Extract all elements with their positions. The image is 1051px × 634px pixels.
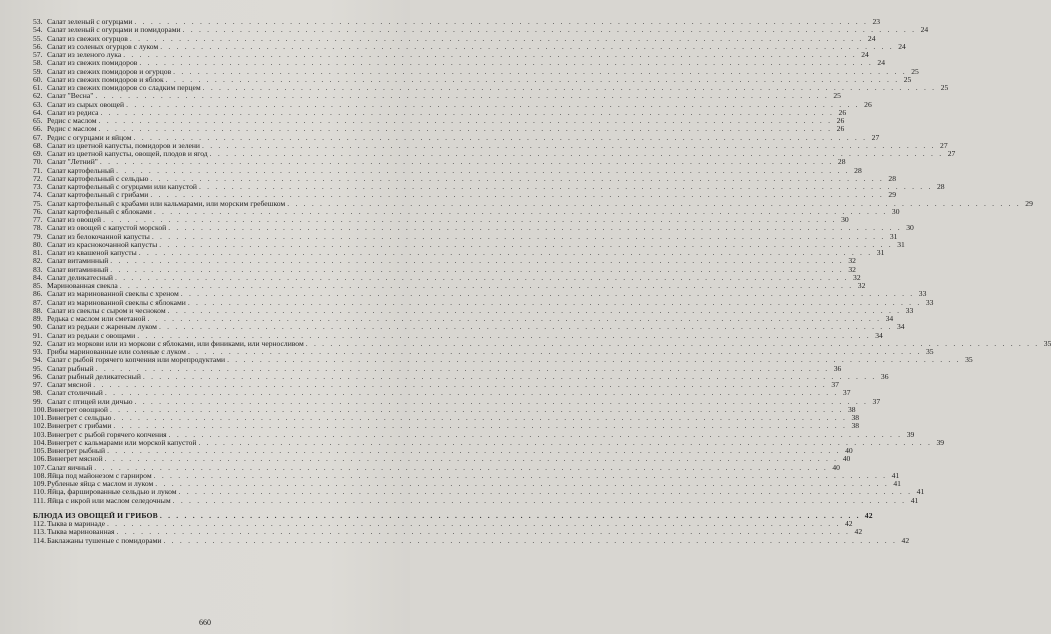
entry-number: 100. [33,404,47,414]
leader-dots: . . . . . . . . . . . . . . . . . . . . . . . . . . . . . . . . . . . . . . . . . . . . . . . . . . . . . . . . . . . . . . . . . . . . . . . . . . . . . . . . . . . . . . . . . . [113,413,848,422]
leader-dots: . . . . . . . . . . . . . . . . . . . . . . . . . . . . . . . . . . . . . . . . . . . . . . . . . . . . . . . . . . . . . . . . . . . . . . . . . . . . . . . . . . . . . . . . . . [287,198,1021,208]
entry-title: Винегрет мясной [47,454,103,464]
entry-title: Салат столичный [47,388,103,398]
leader-dots: . . . . . . . . . . . . . . . . . . . . . . . . . . . . . . . . . . . . . . . . . . . . . . . . . . . . . . . . . . . . . . . . . . . . . . . . . . . . . . . . . . . . . . . . . . [95,91,829,101]
entry-page: 31 [876,248,885,257]
entry-number: 87. [33,297,43,307]
entry-title: Яйца под майонезом с гарниром [47,470,152,480]
entry-title: Салат "Весна" [47,91,94,101]
entry-page: 31 [889,231,898,241]
entry-page: 34 [875,330,883,340]
leader-dots: . . . . . . . . . . . . . . . . . . . . . . . . . . . . . . . . . . . . . . . . . . . . . . . . . . . . . . . . . . . . . . . . . . . . . . . . . . . . . . . . . . . . . . . . . . [187,297,922,307]
leader-dots: . . . . . . . . . . . . . . . . . . . . . . . . . . . . . . . . . . . . . . . . . . . . . . . . . . . . . . . . . . . . . . . . . . . . . . . . . . . . . . . . . . . . . . . . . . [153,470,888,480]
entry-number: 114. [33,535,47,545]
entry-number: 101. [33,413,47,422]
leader-dots: . . . . . . . . . . . . . . . . . . . . . . . . . . . . . . . . . . . . . . . . . . . . . . . . . . . . . . . . . . . . . . . . . . . . . . . . . . . . . . . . . . . . . . . . . . [134,396,869,406]
entry-page: 26 [838,107,847,117]
entry-page: 27 [947,149,956,158]
leader-dots: . . . . . . . . . . . . . . . . . . . . . . . . . . . . . . . . . . . . . . . . . . . . . . . . . . . . . . . . . . . . . . . . . . . . . . . . . . . . . . . . . . . . . . . . . . [116,165,850,175]
leader-dots: . . . . . . . . . . . . . . . . . . . . . . . . . . . . . . . . . . . . . . . . . . . . . . . . . . . . . . . . . . . . . . . . . . . . . . . . . . . . . . . . . . . . . . . . . . [159,239,893,249]
entry-page: 33 [918,289,927,299]
leader-dots: . . . . . . . . . . . . . . . . . . . . . . . . . . . . . . . . . . . . . . . . . . . . . . . . . . . . . . . . . . . . . . . . . . . . . . . . . . . . . . . . . . . . . . . . . . [187,347,922,356]
entry-title: Редис с маслом [47,116,97,125]
entry-page: 34 [885,314,894,323]
entry-number: 88. [33,305,43,315]
entry-page: 36 [880,371,889,381]
entry-number: 91. [33,330,43,340]
entry-title: Салат из редьки с овощами [47,330,136,340]
leader-dots: . . . . . . . . . . . . . . . . . . . . . . . . . . . . . . . . . . . . . . . . . . . . . . . . . . . . . . . . . . . . . . . . . . . . . . . . . . . . . . . . . . . . . . . . . . [123,50,857,59]
entry-title: Тыква маринованная [47,527,115,537]
leader-dots: . . . . . . . . . . . . . . . . . . . . . . . . . . . . . . . . . . . . . . . . . . . . . . . . . . . . . . . . . . . . . . . . . . . . . . . . . . . . . . . . . . . . . . . . . . [104,388,839,398]
entry-number: 83. [33,264,43,274]
leader-dots: . . . . . . . . . . . . . . . . . . . . . . . . . . . . . . . . . . . . . . . . . . . . . . . . . . . . . . . . . . . . . . . . . . . . . . . . . . . . . . . . . . . . . . . . . . [113,421,848,431]
leader-dots: . . . . . . . . . . . . . . . . . . . . . . . . . . . . . . . . . . . . . . . . . . . . . . . . . . . . . . . . . . . . . . . . . . . . . . . . . . . . . . . . . . . . . . . . . . [153,206,888,216]
leader-dots: . . . . . . . . . . . . . . . . . . . . . . . . . . . . . . . . . . . . . . . . . . . . . . . . . . . . . . . . . . . . . . . . . . . . . . . . . . . . . . . . . . . . . . . . . . [198,437,933,447]
leader-dots: . . . . . . . . . . . . . . . . . . . . . . . . . . . . . . . . . . . . . . . . . . . . . . . . . . . . . . . . . . . . . . . . . . . . . . . . . . . . . . . . . . . . . . . . . . [147,314,882,323]
toc-entry [33,495,919,505]
entry-number: 92. [33,338,43,348]
entry-page: 24 [898,41,906,51]
entry-title: Салат из свежих помидоров и яблок [47,74,164,84]
leader-dots: . . . . . . . . . . . . . . . . . . . . . . . . . . . . . . . . . . . . . . . . . . . . . . . . . . . . . . . . . . . . . . . . . . . . . . . . . . . . . . . . . . . . . . . . . . [182,25,917,35]
leader-dots: . . . . . . . . . . . . . . . . . . . . . . . . . . . . . . . . . . . . . . . . . . . . . . . . . . . . . . . . . . . . . . . . . . . . . . . . . . . . . . . . . . . . . . . . . . [227,355,961,365]
entry-page: 30 [891,206,900,216]
entry-number: 90. [33,322,43,332]
entry-title: Салат картофельный с яблоками [47,206,152,216]
entry-page: 26 [836,124,845,134]
entry-title: Тыква в маринаде [47,519,105,528]
entry-number: 103. [33,429,47,439]
entry-title: Салат рыбный [47,363,94,373]
entry-title: Грибы маринованные или соленые с луком [47,347,186,356]
toc-entries [33,17,1051,505]
leader-dots: . . . . . . . . . . . . . . . . . . . . . . . . . . . . . . . . . . . . . . . . . . . . . . . . . . . . . . . . . . . . . . . . . . . . . . . . . . . . . . . . . . . . . . . . . . [305,338,1040,348]
entry-page: 33 [905,305,914,315]
leader-dots: . . . . . . . . . . . . . . . . . . . . . . . . . . . . . . . . . . . . . . . . . . . . . . . . . . . . . . . . . . . . . . . . . . . . . . . . . . . . . . . . . . . . . . . . . . [209,149,944,158]
entry-page: 29 [1025,198,1033,208]
leader-dots: . . . . . . . . . . . . . . . . . . . . . . . . . . . . . . . . . . . . . . . . . . . . . . . . . . . . . . . . . . . . . . . . . . . . . . . . . . . . . . . . . . . . . . . . . . [168,223,902,233]
entry-title: Салат из свежих помидоров и огурцов [47,66,172,76]
leader-dots: . . . . . . . . . . . . . . . . . . . . . . . . . . . . . . . . . . . . . . . . . . . . . . . . . . . . . . . . . . . . . . . . . . . . . . . . . . . . . . . . . . . . . . . . . . [109,404,844,414]
entry-page: 28 [888,173,896,183]
entry-title: Салат из белокочанной капусты [47,231,150,241]
leader-dots: . . . . . . . . . . . . . . . . . . . . . . . . . . . . . . . . . . . . . . . . . . . . . . . . . . . . . . . . . . . . . . . . . . . . . . . . . . . . . . . . . . . . . . . . . . [150,173,884,183]
entry-number: 81. [33,248,43,257]
entry-number: 58. [33,58,43,68]
leader-dots: . . . . . . . . . . . . . . . . . . . . . . . . . . . . . . . . . . . . . . . . . . . . . . . . . . . . . . . . . . . . . . . . . . . . . . . . . . . . . . . . . . . . . . . . . . [98,116,833,125]
entry-page: 24 [867,33,876,43]
entry-page: 42 [844,519,853,528]
entry-title: Винегрет с рыбой горячего копчения [47,429,167,439]
entry-number: 61. [33,83,43,92]
entry-title: Редька с маслом или сметаной [47,314,146,323]
entry-page: 40 [842,454,851,464]
entry-title: Салат из цветной капусты, помидоров и зелени [47,140,200,150]
entry-number: 111. [33,495,46,505]
entry-page: 31 [897,239,905,249]
entry-page: 26 [836,116,845,125]
entry-number: 71. [33,165,43,175]
entry-title: Редис с маслом [47,124,97,134]
leader-dots: . . . . . . . . . . . . . . . . . . . . . . . . . . . . . . . . . . . . . . . . . . . . . . . . . . . . . . . . . . . . . . . . . . . . . . . . . . . . . . . . . . . . . . . . . . [100,107,835,117]
entry-number: 72. [33,173,43,183]
entry-page: 37 [872,396,881,406]
entry-number: 62. [33,91,43,101]
entry-number: 54. [33,25,43,35]
leader-dots: . . . . . . . . . . . . . . . . . . . . . . . . . . . . . . . . . . . . . . . . . . . . . . . . . . . . . . . . . . . . . . . . . . . . . . . . . . . . . . . . . . . . . . . . . . [119,281,854,290]
entry-title: Салат из свежих огурцов [47,33,128,43]
entry-title: Салат из редиса [47,107,99,117]
entry-title: Салат с рыбой горячего копчения или морепродуктами [47,355,226,365]
entry-number: 104. [33,437,47,447]
entry-title: Винегрет овощной [47,404,108,414]
leader-dots: . . . . . . . . . . . . . . . . . . . . . . . . . . . . . . . . . . . . . . . . . . . . . . . . . . . . . . . . . . . . . . . . . . . . . . . . . . . . . . . . . . . . . . . . . . [142,371,877,381]
entry-number: 113. [33,527,47,537]
entry-page: 41 [893,479,901,488]
entry-page: 35 [925,347,934,356]
entry-title: Винегрет с кальмарами или морской капустой [47,437,197,447]
leader-dots: . . . . . . . . . . . . . . . . . . . . . . . . . . . . . . . . . . . . . . . . . . . . . . . . . . . . . . . . . . . . . . . . . . . . . . . . . . . . . . . . . . . . . . . . . . [106,519,841,528]
leader-dots: . . . . . . . . . . . . . . . . . . . . . . . . . . . . . . . . . . . . . . . . . . . . . . . . . . . . . . . . . . . . . . . . . . . . . . . . . . . . . . . . . . . . . . . . . . [107,446,841,455]
entry-page: 33 [925,297,934,307]
leader-dots: . . . . . . . . . . . . . . . . . . . . . . . . . . . . . . . . . . . . . . . . . . . . . . . . . . . . . . . . . . . . . . . . . . . . . . . . . . . . . . . . . . . . . . . . . . [168,429,903,439]
toc-entry [33,535,910,545]
entry-number: 98. [33,388,43,398]
entry-number: 110. [33,487,47,497]
leader-dots: . . . . . . . . . . . . . . . . . . . . . . . . . . . . . . . . . . . . . . . . . . . . . . . . . . . . . . . . . . . . . . . . . . . . . . . . . . . . . . . . . . . . . . . . . . [151,231,886,241]
leader-dots: . . . . . . . . . . . . . . . . . . . . . . . . . . . . . . . . . . . . . . . . . . . . . . . . . . . . . . . . . . . . . . . . . . . . . . . . . . . . . . . . . . . . . . . . . . [138,248,873,257]
entry-number: 67. [33,132,43,142]
leader-dots: . . . . . . . . . . . . . . . . . . . . . . . . . . . . . . . . . . . . . . . . . . . . . . . . . . . . . . . . . . . . . . . . . . . . . . . . . . . . . . . . . . . . . . . . . . [155,479,889,488]
entry-title: Салат рыбный деликатесный [47,371,141,381]
entry-title: Салат из свежих помидоров [47,58,138,68]
entry-page: 35 [1043,338,1051,348]
leader-dots: . . . . . . . . . . . . . . . . . . . . . . . . . . . . . . . . . . . . . . . . . . . . . . . . . . . . . . . . . . . . . . . . . . . . . . . . . . . . . . . . . . . . . . . . . . [134,17,869,26]
entry-page: 27 [871,132,880,142]
entry-title: Винегрет с грибами [47,421,112,431]
leader-dots: . . . . . . . . . . . . . . . . . . . . . . . . . . . . . . . . . . . . . . . . . . . . . . . . . . . . . . . . . . . . . . . . . . . . . . . . . . . . . . . . . . . . . . . . . . [94,462,828,472]
entry-page: 28 [937,182,945,191]
entry-page: 24 [920,25,929,35]
entry-title: Баклажаны тушеные с помидорами [47,535,162,545]
entry-title: Салат из редьки с жареным луком [47,322,157,332]
entry-number: 74. [33,190,43,200]
leader-dots: . . . . . . . . . . . . . . . . . . . . . . . . . . . . . . . . . . . . . . . . . . . . . . . . . . . . . . . . . . . . . . . . . . . . . . . . . . . . . . . . . . . . . . . . . . [198,182,933,191]
entry-page: 40 [845,446,853,455]
entry-number: 55. [33,33,43,43]
leader-dots: . . . . . . . . . . . . . . . . . . . . . . . . . . . . . . . . . . . . . . . . . . . . . . . . . . . . . . . . . . . . . . . . . . . . . . . . . . . . . . . . . . . . . . . . . . [178,487,913,497]
entry-number: 95. [33,363,43,373]
entry-number: 53. [33,17,43,26]
entry-title: Салат картофельный с огурцами или капустой [47,182,197,191]
leader-dots: . . . . . . . . . . . . . . . . . . . . . . . . . . . . . . . . . . . . . . . . . . . . . . . . . . . . . . . . . . . . . . . . . . . . . . . . . . . . . . . . . . . . . . . . . . [116,527,851,537]
entry-page: 37 [831,380,839,389]
leader-dots: . . . . . . . . . . . . . . . . . . . . . . . . . . . . . . . . . . . . . . . . . . . . . . . . . . . . . . . . . . . . . . . . . . . . . . . . . . . . . . . . . . . . . . . . . . [167,305,902,315]
entry-number: 94. [33,355,43,365]
entry-page: 34 [897,322,905,332]
entry-title: Редис с огурцами и яйцом [47,132,132,142]
entry-number: 70. [33,157,43,167]
entry-number: 109. [33,479,47,488]
leader-dots: . . . . . . . . . . . . . . . . . . . . . . . . . . . . . . . . . . . . . . . . . . . . . . . . . . . . . . . . . . . . . . . . . . . . . . . . . . . . . . . . . . . . . . . . . . [163,535,898,545]
leader-dots: . . . . . . . . . . . . . . . . . . . . . . . . . . . . . . . . . . . . . . . . . . . . . . . . . . . . . . . . . . . . . . . . . . . . . . . . . . . . . . . . . . . . . . . . . . [98,124,833,134]
leader-dots: . . . . . . . . . . . . . . . . . . . . . . . . . . . . . . . . . . . . . . . . . . . . . . . . . . . . . . . . . . . . . . . . . . . . . . . . . . . . . . . . . . . . . . . . . . [133,132,868,142]
entry-title: Салат витаминный [47,256,109,266]
leader-dots: . . . . . . . . . . . . . . . . . . . . . . . . . . . . . . . . . . . . . . . . . . . . . . . . . . . . . . . . . . . . . . . . . . . . . . . . . . . . . . . . . . . . . . . . . . [172,495,907,505]
entry-title: Салат из квашеной капусты [47,248,137,257]
entry-number: 79. [33,231,43,241]
entry-title: Салат яичный [47,462,93,472]
entry-number: 97. [33,380,43,389]
entry-page: 42 [901,535,910,545]
entry-title: Салат из свеклы с сыром и чесноком [47,305,166,315]
entry-page: 38 [848,404,856,414]
section-title: БЛЮДА ИЗ ОВОЩЕЙ И ГРИБОВ [33,510,158,520]
entry-page: 28 [854,165,862,175]
entry-page: 32 [853,272,861,282]
entry-title: Салат из краснокочанной капусты [47,239,158,249]
leader-dots: . . . . . . . . . . . . . . . . . . . . . . . . . . . . . . . . . . . . . . . . . . . . . . . . . . . . . . . . . . . . . . . . . . . . . . . . . . . . . . . . . . . . . . . . . . [93,380,827,389]
section-entries [33,519,910,545]
leader-dots: . . . . . . . . . . . . . . . . . . . . . . . . . . . . . . . . . . . . . . . . . . . . . . . . . . . . . . . . . . . . . . . . . . . . . . . . . . . . . . . . . . . . . . . . . . [126,99,860,109]
entry-number: 105. [33,446,47,455]
entry-title: Салат картофельный с грибами [47,190,149,200]
entry-number: 96. [33,371,43,381]
entry-title: Салат из соленых огурцов с луком [47,41,159,51]
entry-page: 35 [965,355,973,365]
entry-title: Салат картофельный [47,165,115,175]
entry-title: Салат витаминный [47,264,109,274]
entry-number: 78. [33,223,43,233]
entry-page: 29 [888,190,896,200]
entry-number: 57. [33,50,43,59]
entry-number: 85. [33,281,43,290]
entry-title: Салат картофельный с сельдью [47,173,149,183]
entry-page: 40 [832,462,840,472]
entry-number: 59. [33,66,43,76]
entry-title: Салат мясной [47,380,92,389]
entry-title: Салат зеленый с огурцами и помидорами [47,25,181,35]
entry-page: 42 [854,527,863,537]
leader-dots: . . . . . . . . . . . . . . . . . . . . . . . . . . . . . . . . . . . . . . . . . . . . . . . . . . . . . . . . . . . . . . . . . . . . . . . . . . . . . . . . . . . . . . . . . . [160,41,894,51]
entry-title: Салат зеленый с огурцами [47,17,133,26]
entry-number: 84. [33,272,43,282]
entry-page: 38 [851,413,860,422]
entry-title: Винегрет с сельдью [47,413,112,422]
leader-dots: . . . . . . . . . . . . . . . . . . . . . . . . . . . . . . . . . . . . . . . . . . . . . . . . . . . . . . . . . . . . . . . . . . . . . . . . . . . . . . . . . . . . . . . . . . [180,289,915,299]
leader-dots: . . . . . . . . . . . . . . . . . . . . . . . . . . . . . . . . . . . . . . . . . . . . . . . . . . . . . . . . . . . . . . . . . . . . . . . . . . . . . . . . . . . . . . . . . . [139,58,873,68]
entry-page: 23 [872,17,881,26]
entry-title: Маринованная свекла [47,281,118,290]
entry-title: Салат из маринованной свеклы с хреном [47,289,179,299]
table-of-contents [33,17,1051,545]
entry-number: 73. [33,182,43,191]
entry-page: 27 [940,140,948,150]
entry-number: 108. [33,470,47,480]
entry-title: Салат из моркови или из моркови с яблоками, или финиками, или черносливом [47,338,304,348]
page-number: 660 [199,618,211,627]
leader-dots: . . . . . . . . . . . . . . . . . . . . . . . . . . . . . . . . . . . . . . . . . . . . . . . . . . . . . . . . . . . . . . . . . . . . . . . . . . . . . . . . . . . . . . . . . . [110,256,844,266]
leader-dots: . . . . . . . . . . . . . . . . . . . . . . . . . . . . . . . . . . . . . . . . . . . . . . . . . . . . . . . . . . . . . . . . . . . . . . . . . . . . . . . . . . . . . . . . . . [104,454,839,464]
entry-number: 65. [33,116,43,125]
entry-page: 41 [916,487,925,497]
entry-number: 106. [33,454,47,464]
entry-page: 41 [891,470,900,480]
leader-dots: . . . . . . . . . . . . . . . . . . . . . . . . . . . . . . . . . . . . . . . . . . . . . . . . . . . . . . . . . . . . . . . . . . . . . . . . . . . . . . . . . . . . . . . . . . [115,272,849,282]
entry-page: 39 [906,429,915,439]
entry-number: 56. [33,41,43,51]
entry-page: 39 [936,437,945,447]
entry-number: 68. [33,140,43,150]
entry-title: Салат "Летний" [47,157,98,167]
entry-page: 25 [940,83,949,92]
entry-title: Салат из сырых овощей [47,99,125,109]
entry-title: Салат картофельный с крабами или кальмарами, или морским гребешком [47,198,286,208]
entry-number: 77. [33,215,43,224]
entry-page: 36 [833,363,842,373]
leader-dots: . . . . . . . . . . . . . . . . . . . . . . . . . . . . . . . . . . . . . . . . . . . . . . . . . . . . . . . . . . . . . . . . . . . . . . . . . . . . . . . . . . . . . . . . . . [137,330,871,340]
leader-dots: . . . . . . . . . . . . . . . . . . . . . . . . . . . . . . . . . . . . . . . . . . . . . . . . . . . . . . . . . . . . . . . . . . . . . . . . . . . . . . . . . . . . . . [159,510,861,520]
leader-dots: . . . . . . . . . . . . . . . . . . . . . . . . . . . . . . . . . . . . . . . . . . . . . . . . . . . . . . . . . . . . . . . . . . . . . . . . . . . . . . . . . . . . . . . . . . [129,33,864,43]
entry-page: 25 [903,74,912,84]
entry-number: 107. [33,462,47,472]
leader-dots: . . . . . . . . . . . . . . . . . . . . . . . . . . . . . . . . . . . . . . . . . . . . . . . . . . . . . . . . . . . . . . . . . . . . . . . . . . . . . . . . . . . . . . . . . . [103,215,837,224]
entry-number: 63. [33,99,43,109]
entry-title: Салат из маринованной свеклы с яблоками [47,297,186,307]
entry-page: 37 [842,388,851,398]
leader-dots: . . . . . . . . . . . . . . . . . . . . . . . . . . . . . . . . . . . . . . . . . . . . . . . . . . . . . . . . . . . . . . . . . . . . . . . . . . . . . . . . . . . . . . . . . . [173,66,907,76]
leader-dots: . . . . . . . . . . . . . . . . . . . . . . . . . . . . . . . . . . . . . . . . . . . . . . . . . . . . . . . . . . . . . . . . . . . . . . . . . . . . . . . . . . . . . . . . . . [202,140,936,150]
entry-title: Салат из зеленого лука [47,50,122,59]
entry-page: 25 [833,91,841,101]
entry-number: 102. [33,421,47,431]
entry-page: 26 [864,99,872,109]
entry-page: 25 [911,66,919,76]
entry-page: 30 [906,223,914,233]
entry-number: 75. [33,198,43,208]
entry-title: Салат с птицей или дичью [47,396,133,406]
entry-number: 64. [33,107,43,117]
entry-number: 89. [33,314,43,323]
entry-number: 93. [33,347,43,356]
entry-page: 30 [841,215,849,224]
leader-dots: . . . . . . . . . . . . . . . . . . . . . . . . . . . . . . . . . . . . . . . . . . . . . . . . . . . . . . . . . . . . . . . . . . . . . . . . . . . . . . . . . . . . . . . . . . [110,264,844,274]
entry-number: 66. [33,124,43,134]
entry-page: 24 [861,50,869,59]
entry-page: 32 [848,264,856,274]
leader-dots: . . . . . . . . . . . . . . . . . . . . . . . . . . . . . . . . . . . . . . . . . . . . . . . . . . . . . . . . . . . . . . . . . . . . . . . . . . . . . . . . . . . . . . . . . . [158,322,893,332]
entry-page: 41 [910,495,919,505]
entry-title: Салат из свежих помидоров со сладким перцем [47,83,201,92]
entry-number: 80. [33,239,43,249]
leader-dots: . . . . . . . . . . . . . . . . . . . . . . . . . . . . . . . . . . . . . . . . . . . . . . . . . . . . . . . . . . . . . . . . . . . . . . . . . . . . . . . . . . . . . . . . . . [165,74,900,84]
entry-title: Яйца с икрой или маслом селедочным [47,495,171,505]
entry-title: Салат из овощей с капустой морской [47,223,167,233]
leader-dots: . . . . . . . . . . . . . . . . . . . . . . . . . . . . . . . . . . . . . . . . . . . . . . . . . . . . . . . . . . . . . . . . . . . . . . . . . . . . . . . . . . . . . . . . . . [150,190,884,200]
entry-title: Салат из цветной капусты, овощей, плодов и ягод [47,149,208,158]
entry-number: 86. [33,289,43,299]
section-page: 42 [864,510,873,520]
entry-page: 28 [837,157,846,167]
entry-page: 24 [877,58,885,68]
entry-title: Салат деликатесный [47,272,113,282]
entry-title: Салат из овощей [47,215,102,224]
entry-number: 76. [33,206,43,216]
entry-page: 38 [851,421,860,431]
leader-dots: . . . . . . . . . . . . . . . . . . . . . . . . . . . . . . . . . . . . . . . . . . . . . . . . . . . . . . . . . . . . . . . . . . . . . . . . . . . . . . . . . . . . . . . . . . [95,363,830,373]
entry-number: 82. [33,256,43,266]
entry-page: 32 [848,256,856,266]
entry-title: Яйца, фаршированные сельдью и луком [47,487,177,497]
entry-title: Винегрет рыбный [47,446,106,455]
entry-number: 112. [33,519,47,528]
entry-title: Рубленые яйца с маслом и луком [47,479,154,488]
entry-number: 99. [33,396,43,406]
entry-number: 69. [33,149,43,158]
leader-dots: . . . . . . . . . . . . . . . . . . . . . . . . . . . . . . . . . . . . . . . . . . . . . . . . . . . . . . . . . . . . . . . . . . . . . . . . . . . . . . . . . . . . . . . . . . [202,83,937,92]
leader-dots: . . . . . . . . . . . . . . . . . . . . . . . . . . . . . . . . . . . . . . . . . . . . . . . . . . . . . . . . . . . . . . . . . . . . . . . . . . . . . . . . . . . . . . . . . . [99,157,834,167]
entry-page: 32 [857,281,866,290]
entry-number: 60. [33,74,43,84]
